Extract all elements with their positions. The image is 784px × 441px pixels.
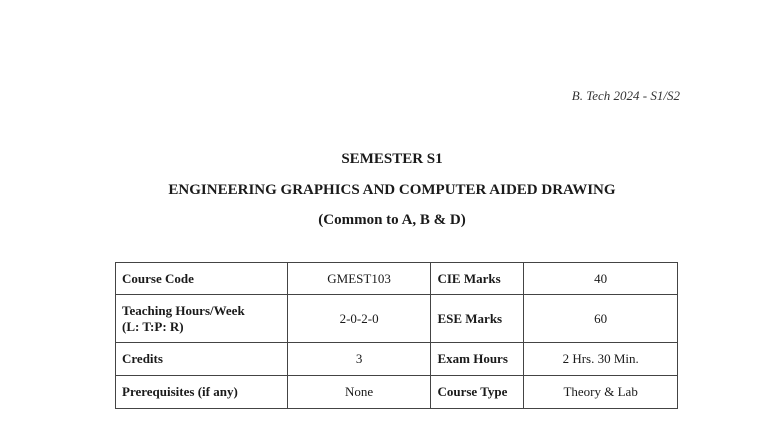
teaching-hours-value: 2-0-2-0 [287, 295, 431, 343]
teaching-hours-label-line1: Teaching Hours/Week [122, 302, 245, 318]
credits-value: 3 [287, 343, 431, 376]
cie-marks-label: CIE Marks [431, 263, 524, 295]
table-row [116, 295, 678, 343]
ese-marks-value: 60 [524, 295, 678, 343]
course-code-value: GMEST103 [287, 263, 431, 295]
semester-heading: SEMESTER S1 [341, 151, 443, 167]
teaching-hours-label [116, 295, 288, 343]
exam-hours-label: Exam Hours [431, 343, 524, 376]
course-type-label: Course Type [431, 376, 524, 409]
prerequisites-value: None [287, 376, 431, 409]
table-row [116, 263, 678, 295]
prerequisites-label: Prerequisites (if any) [116, 376, 288, 409]
teaching-hours-label-line2: (L: T:P: R) [122, 318, 184, 334]
table-row [116, 343, 678, 376]
program-reference: B. Tech 2024 - S1/S2 [571, 88, 680, 103]
course-scope-note: (Common to A, B & D) [318, 212, 466, 228]
ese-marks-label: ESE Marks [431, 295, 524, 343]
exam-hours-value: 2 Hrs. 30 Min. [524, 343, 678, 376]
course-details-table [115, 262, 678, 409]
credits-label: Credits [116, 343, 288, 376]
table-row [116, 376, 678, 409]
course-title: ENGINEERING GRAPHICS AND COMPUTER AIDED DRAWING [168, 182, 616, 198]
cie-marks-value: 40 [524, 263, 678, 295]
course-type-value: Theory & Lab [524, 376, 678, 409]
course-code-label: Course Code [116, 263, 288, 295]
